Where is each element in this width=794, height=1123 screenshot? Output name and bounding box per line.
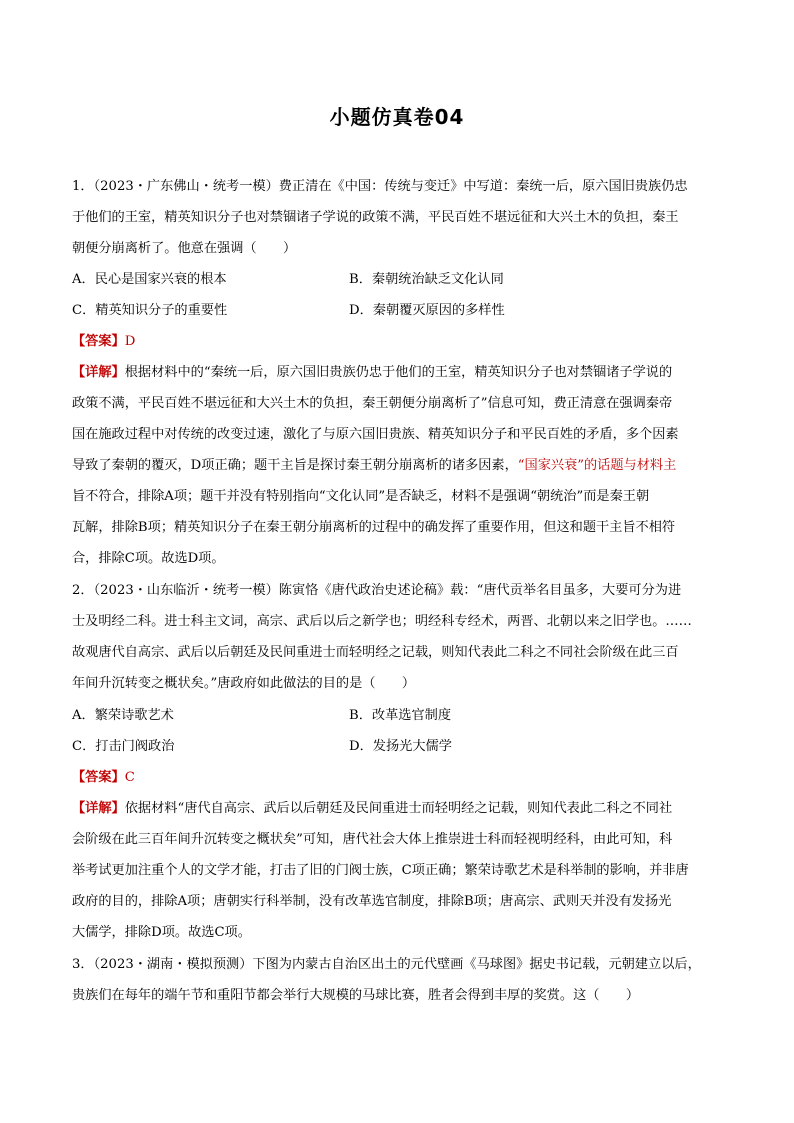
question-3-line: 贵族们在每年的端午节和重阳节都会举行大规模的马球比赛，胜者会得到丰厚的奖赏。这（ ） (72, 988, 640, 1003)
option-c: C．精英知识分子的重要性 (72, 303, 228, 318)
question-2-line: 2．（2023・山东临沂・统考一模）陈寅恪《唐代政治史述论稿》载：“唐代贡举名目虽多，大要可分为进 (72, 583, 682, 598)
detail-line: 政策不满，平民百姓不堪远征和大兴土木的负担，秦王朝便分崩离析了”信息可知，费正清意在强调秦帝 (72, 396, 673, 411)
question-2-options (72, 700, 722, 762)
answer-label: 【答案】 (72, 770, 125, 785)
page-title: 小题仿真卷04 (329, 105, 465, 129)
detail-line: 大儒学，排除D项。故选C项。 (72, 925, 251, 940)
detail-line: 举考试更加注重个人的文学才能，打击了旧的门阀士族，C项正确；繁荣诗歌艺术是科举制的影响，并非唐 (72, 863, 689, 878)
detail-line: 导致了秦朝的覆灭，D项正确；题干主旨是探讨秦王朝分崩离析的诸多因素， (72, 458, 518, 473)
detail-line: 根据材料中的“秦统一后，原六国旧贵族仍忠于他们的王室，精英知识分子也对禁锢诸子学说的 (124, 365, 673, 380)
option-a: A．民心是国家兴衰的根本 (72, 272, 227, 287)
detail-line: 政府的目的，排除A项；唐朝实行科举制，没有改革选官制度，排除B项；唐高宗、武则天并没有发扬光 (72, 894, 672, 909)
question-2-stem (72, 575, 722, 699)
question-3-stem (72, 949, 722, 1011)
question-1-line: 于他们的王室，精英知识分子也对禁锢诸子学说的政策不满，平民百姓不堪远征和大兴土木的负担，秦王 (72, 210, 679, 225)
question-2-detail (72, 793, 722, 948)
answer-value: C (124, 770, 135, 785)
question-1-line: 朝便分崩离析了。他意在强调（ ） (72, 241, 297, 256)
detail-label: 【详解】 (72, 365, 125, 380)
detail-label: 【详解】 (72, 801, 125, 816)
question-3-line: 3．（2023・湖南・模拟预测）下图为内蒙古自治区出土的元代壁画《马球图》据史书记载，元朝建立以后， (72, 957, 701, 972)
detail-line: 旨不符合，排除A项；题干并没有特别指向“文化认同”是否缺乏，材料不是强调“朝统治”而是秦王朝 (72, 489, 650, 504)
detail-line: 瓦解，排除B项；精英知识分子在秦王朝分崩离析的过程中的确发挥了重要作用，但这和题干主旨不相符 (72, 520, 676, 535)
question-1-options (72, 264, 722, 326)
question-1-detail (72, 357, 722, 574)
option-d: D．秦朝覆灭原因的多样性 (349, 303, 505, 318)
answer-value: D (124, 334, 136, 349)
option-a: A．繁荣诗歌艺术 (72, 708, 174, 723)
answer-label: 【答案】 (72, 334, 125, 349)
question-2-line: 年间升沉转变之概状矣。”唐政府如此做法的目的是（ ） (72, 676, 416, 691)
detail-line: 依据材料“唐代自高宗、武后以后朝廷及民间重进士而轻明经之记载，则知代表此二科之不同社 (124, 801, 673, 816)
option-d: D．发扬光大儒学 (349, 739, 452, 754)
detail-line: 会阶级在此三百年间升沉转变之概状矣”可知，唐代社会大体上推崇进士科而轻视明经科，由此可知，科 (72, 832, 673, 847)
detail-line: 合，排除C项。故选D项。 (72, 551, 225, 566)
question-2-line: 故观唐代自高宗、武后以后朝廷及民间重进士而轻明经之记载，则知代表此二科之不同社会阶级在此三百 (72, 645, 679, 660)
detail-highlight: “国家兴衰”的话题与材料主 (517, 458, 677, 473)
question-1-line: 1．（2023・广东佛山・统考一模）费正清在《中国：传统与变迁》中写道：秦统一后，原六国旧贵族仍忠 (72, 179, 688, 194)
option-b: B．改革选官制度 (349, 708, 452, 723)
question-1-stem (72, 171, 722, 264)
question-2-answer (72, 762, 722, 793)
option-c: C．打击门阀政治 (72, 739, 175, 754)
question-2-line: 士及明经二科。进士科主文词，高宗、武后以后之新学也；明经科专经术，两晋、北朝以来之旧学也。…… (72, 614, 692, 629)
question-1-answer (72, 326, 722, 357)
detail-line: 国在施政过程中对传统的改变过速，激化了与原六国旧贵族、精英知识分子和平民百姓的矛盾，多个因素 (72, 427, 679, 442)
option-b: B．秦朝统治缺乏文化认同 (349, 272, 504, 287)
